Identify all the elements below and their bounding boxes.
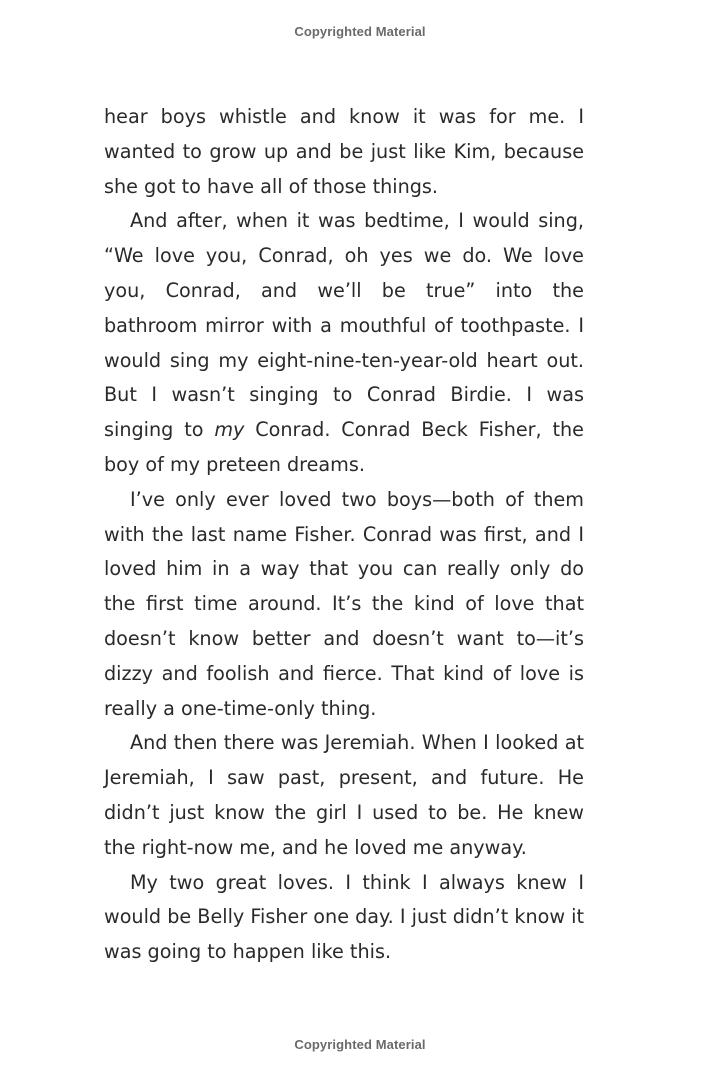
copyright-watermark-bottom: Copyrighted Material xyxy=(294,1037,426,1052)
paragraph-3: I’ve only ever loved two boys—both of them with the last name Fisher. Conrad was first, and I loved him in a way that you can really only do the first time around. It’s the kind of love that doesn’t know better and doesn’t want to—it’s dizzy and foolish and fierce. That kind of love is really a one-time-only thing. xyxy=(104,487,584,720)
paragraph-2 xyxy=(104,204,584,482)
paragraph-2-text-before: And after, when it was bedtime, I would sing, “We love you, Conrad, oh yes we do. We love you, Conrad, and we’ll be true” into the bathroom mirror with a mouthful of toothpaste. I would sing my eight-nine-ten-year-old heart out. But I wasn’t singing to Conrad Birdie. I was singing to xyxy=(104,209,584,442)
paragraph-2-emphasis: my xyxy=(214,418,245,442)
paragraph-5: My two great loves. I think I always knew I would be Belly Fisher one day. I just didn’t know it was going to happen like this. xyxy=(104,870,584,964)
paragraph-2-text-after: Conrad. Conrad Beck Fisher, the boy of my preteen dreams. xyxy=(104,418,584,476)
paragraph-1: hear boys whistle and know it was for me. I wanted to grow up and be just like Kim, because she got to have all of those things. xyxy=(104,105,584,198)
paragraph-4: And then there was Jeremiah. When I looked at Jeremiah, I saw past, present, and future. He didn’t just know the girl I used to be. He knew the right-now me, and he loved me anyway. xyxy=(104,731,584,859)
page-body-text xyxy=(104,100,584,970)
copyright-watermark-top: Copyrighted Material xyxy=(294,24,426,39)
